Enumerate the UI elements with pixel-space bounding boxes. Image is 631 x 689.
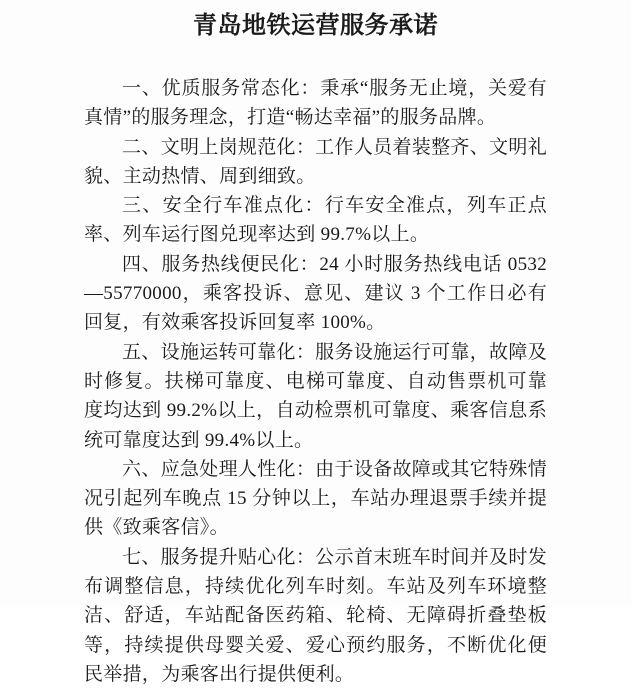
- paragraph-facility-reliability: 五、设施运转可靠化：服务设施运行可靠，故障及时修复。扶梯可靠度、电梯可靠度、自动售票机可靠度均达到 99.2%以上，自动检票机可靠度、乘客信息系统可靠度达到 99.4%以上。: [84, 341, 547, 451]
- paragraph-service-improvement: 七、服务提升贴心化：公示首末班车时间并及时发布调整信息，持续优化列车时刻。车站及列车环境整洁、舒适，车站配备医药箱、轮椅、无障碍折叠垫板等，持续提供母婴关爱、爱心预约服务，不断优化便民举措，为乘客出行提供便利。: [84, 546, 547, 685]
- paragraph-quality-service: 一、优质服务常态化：秉承“服务无止境，关爱有真情”的服务理念，打造“畅达幸福”的服务品牌。: [84, 78, 547, 129]
- paragraph-safe-punctual-driving: 三、安全行车准点化：行车安全准点，列车正点率、列车运行图兑现率达到 99.7%以上。: [84, 195, 547, 246]
- paragraph-service-hotline: 四、服务热线便民化：24 小时服务热线电话 0532—55770000，乘客投诉、意见、建议 3 个工作日必有回复，有效乘客投诉回复率 100%。: [84, 253, 547, 334]
- paragraph-civilized-duty: 二、文明上岗规范化：工作人员着装整齐、文明礼貌、主动热情、周到细致。: [84, 136, 547, 187]
- document-title: 青岛地铁运营服务承诺: [193, 13, 438, 39]
- paragraph-emergency-handling: 六、应急处理人性化：由于设备故障或其它特殊情况引起列车晚点 15 分钟以上，车站办理退票手续并提供《致乘客信》。: [84, 458, 547, 539]
